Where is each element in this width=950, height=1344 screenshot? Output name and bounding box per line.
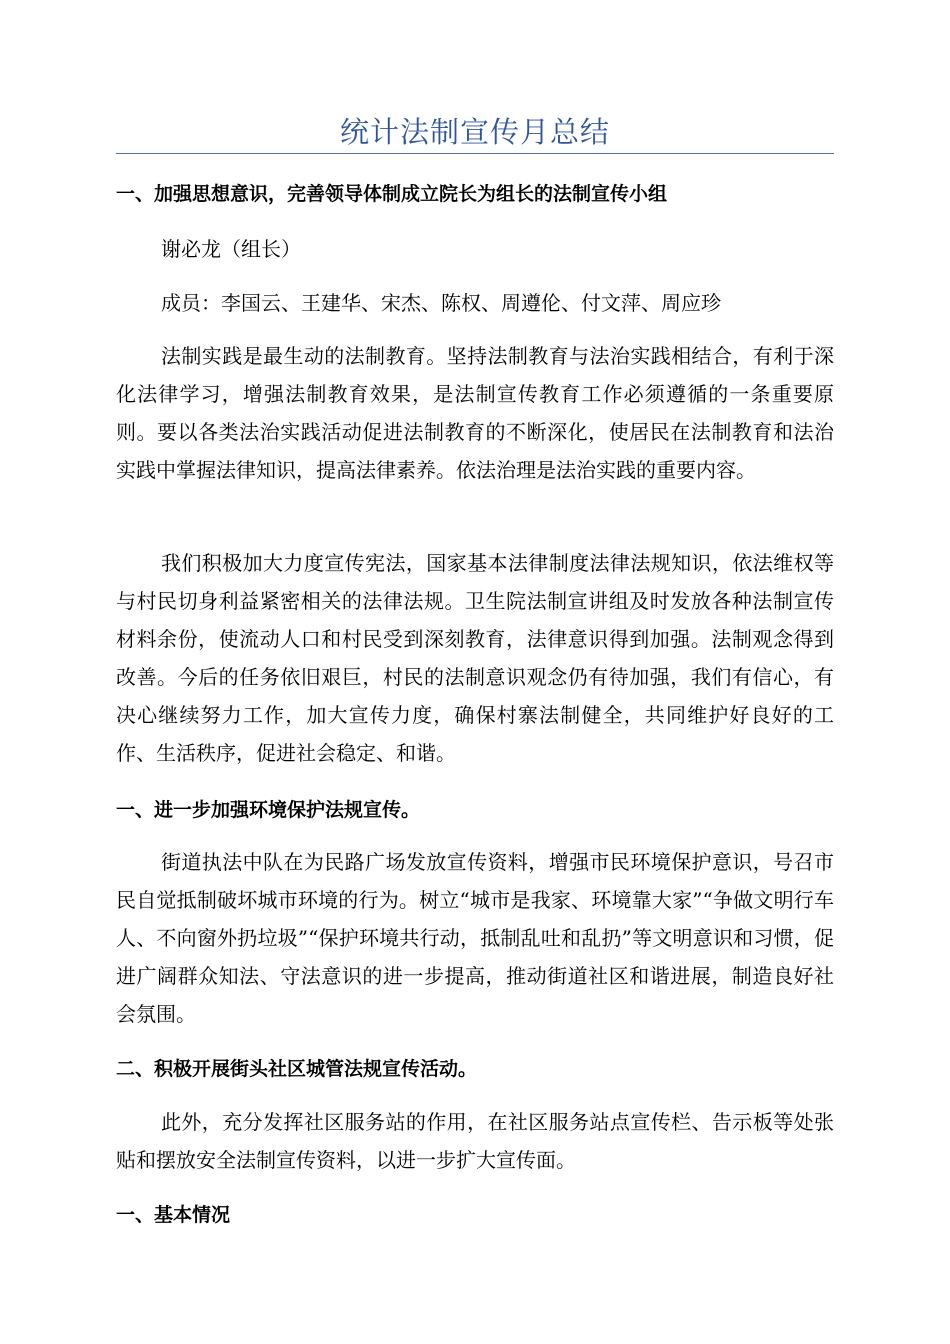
paragraph-legal-practice: 法制实践是最生动的法制教育。坚持法制教育与法治实践相结合，有利于深化法律学习，增强法制教育效果，是法制宣传教育工作必须遵循的一条重要原则。要以各类法治实践活动促进法制教育的不断深化，使居民在法制教育和法治实践中掌握法律知识，提高法律素养。依法治理是法治实践的重要内容。 [116, 344, 834, 482]
section-heading-leadership: 一、加强思想意识，完善领导体制成立院长为组长的法制宣传小组 [116, 183, 668, 205]
title-underline [116, 153, 834, 154]
section-heading-basic-situation: 一、基本情况 [116, 1204, 231, 1226]
paragraph-community-service: 此外，充分发挥社区服务站的作用，在社区服务站点宣传栏、告示板等处张贴和摆放安全法制宣传资料，以进一步扩大宣传面。 [116, 1110, 834, 1172]
section-heading-environment: 一、进一步加强环境保护法规宣传。 [116, 799, 421, 821]
members-line: 成员：李国云、王建华、宋杰、陈权、周遵伦、付文萍、周应珍 [161, 291, 721, 315]
leader-line: 谢必龙（组长） [161, 237, 301, 261]
section-heading-street-community: 二、积极开展街头社区城管法规宣传活动。 [116, 1058, 478, 1080]
document-title: 统计法制宣传月总结 [339, 115, 610, 149]
paragraph-environment: 街道执法中队在为民路广场发放宣传资料，增强市民环境保护意识，号召市民自觉抵制破坏城市环境的行为。树立“城市是我家、环境靠大家”“争做文明行车人、不向窗外扔垃圾”“保护环境共行动，抵制乱吐和乱扔”等文明意识和习惯，促进广阔群众知法、守法意识的进一步提高，推动街道社区和谐进展，制造良好社会氛围。 [116, 850, 834, 1026]
paragraph-constitution-promotion: 我们积极加大力度宣传宪法，国家基本法律制度法律法规知识，依法维权等与村民切身利益紧密相关的法律法规。卫生院法制宣讲组及时发放各种法制宣传材料余份，使流动人口和村民受到深刻教育，法律意识得到加强。法制观念得到改善。今后的任务依旧艰巨，村民的法制意识观念仍有待加强，我们有信心，有决心继续努力工作，加大宣传力度，确保村寨法制健全，共同维护好良好的工作、生活秩序，促进社会稳定、和谐。 [116, 551, 834, 765]
